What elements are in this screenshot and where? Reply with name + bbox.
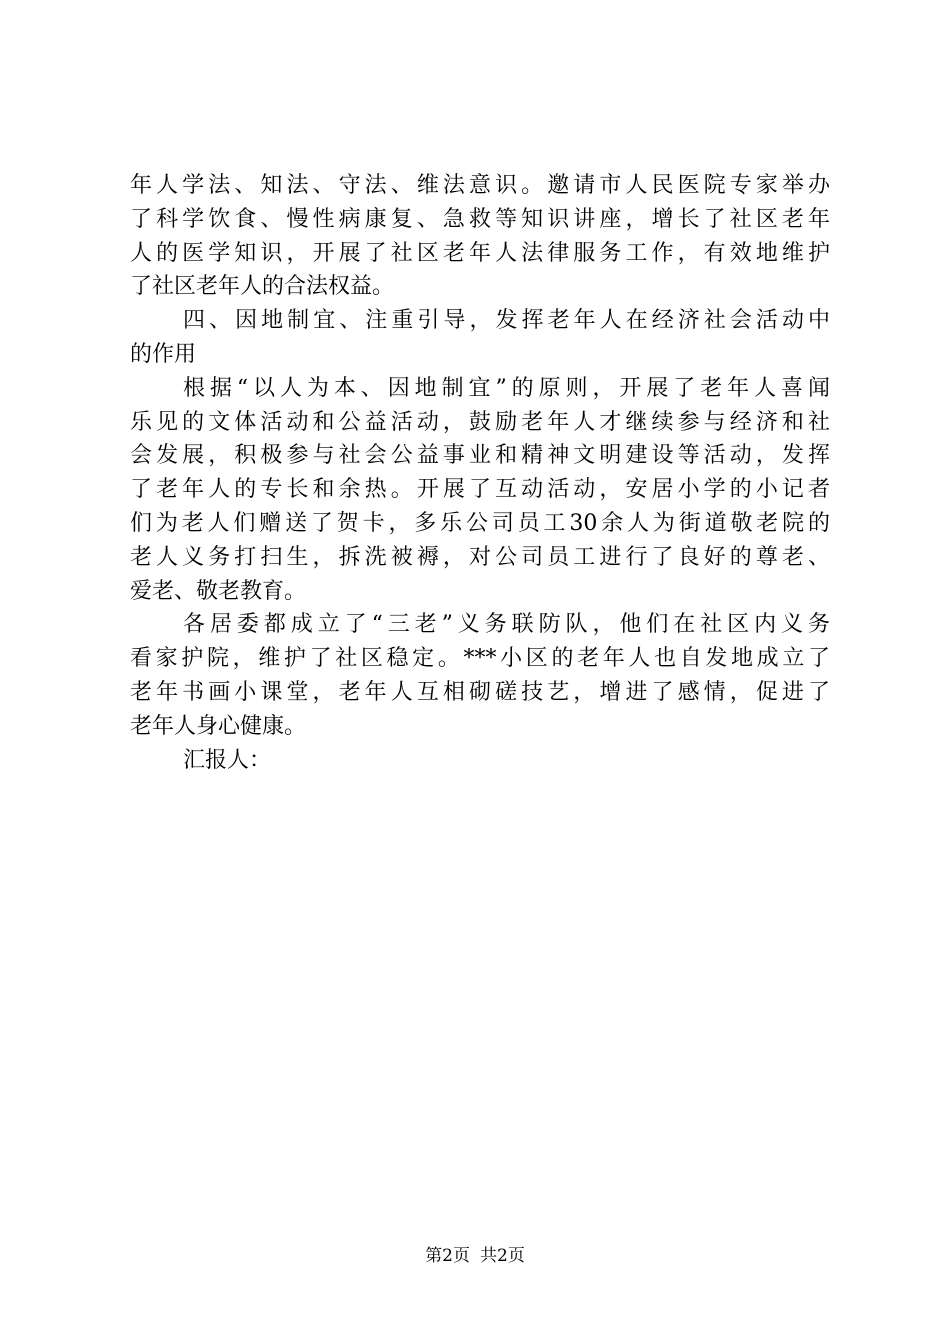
page-number: 第2页	[425, 1246, 470, 1266]
paragraph-line: 会发展，积极参与社会公益事业和精神文明建设等活动，发挥	[130, 443, 830, 468]
section-heading-line: 四、因地制宜、注重引导，发挥老年人在经济社会活动中	[183, 308, 830, 333]
paragraph-line: 看家护院，维护了社区稳定。***小区的老年人也自发地成立了	[130, 646, 830, 671]
paragraph-line: 根据“以人为本、因地制宜”的原则，开展了老年人喜闻	[183, 376, 830, 401]
page-footer	[0, 1245, 950, 1267]
paragraph-line: 人的医学知识，开展了社区老年人法律服务工作，有效地维护	[130, 241, 830, 266]
paragraph-line: 乐见的文体活动和公益活动，鼓励老年人才继续参与经济和社	[130, 410, 830, 435]
paragraph-line: 老年人身心健康。	[130, 714, 307, 739]
paragraph-line: 爱老、敬老教育。	[130, 579, 307, 604]
paragraph-line: 了科学饮食、慢性病康复、急救等知识讲座，增长了社区老年	[130, 207, 830, 232]
paragraph-line: 老年书画小课堂，老年人互相砌磋技艺，增进了感情，促进了	[130, 680, 830, 705]
paragraph-line: 了老年人的专长和余热。开展了互动活动，安居小学的小记者	[130, 477, 830, 502]
page-total: 共2页	[480, 1246, 525, 1266]
paragraph-line: 各居委都成立了“三老”义务联防队，他们在社区内义务	[183, 612, 830, 637]
paragraph-line: 了社区老年人的合法权益。	[130, 274, 395, 299]
section-heading-line: 的作用	[130, 342, 197, 367]
paragraph-line: 老人义务打扫生，拆洗被褥，对公司员工进行了良好的尊老、	[130, 545, 830, 570]
reporter-line: 汇报人：	[183, 748, 272, 773]
paragraph-line: 们为老人们赠送了贺卡，多乐公司员工30余人为街道敬老院的	[130, 511, 830, 536]
paragraph-line: 年人学法、知法、守法、维法意识。邀请市人民医院专家举办	[130, 173, 830, 198]
